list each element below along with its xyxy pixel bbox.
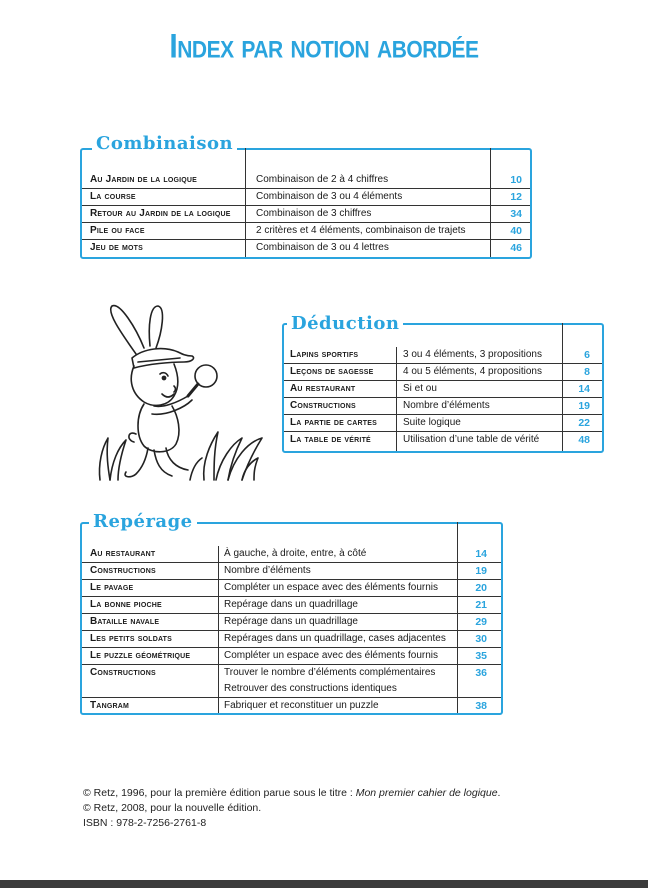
row-page: 34 — [510, 208, 522, 220]
table-row — [82, 648, 501, 665]
row-notion: Bataille navale — [90, 616, 160, 627]
bottom-bar — [0, 880, 648, 888]
row-page: 14 — [578, 383, 590, 395]
isbn: ISBN : 978-2-7256-2761-8 — [83, 817, 207, 829]
row-notion: Retour au Jardin de la logique — [90, 208, 231, 219]
row-description: Combinaison de 3 ou 4 éléments — [256, 191, 403, 202]
row-description: 2 critères et 4 éléments, combinaison de trajets — [256, 225, 466, 236]
row-notion: Au Jardin de la logique — [90, 174, 198, 185]
table-reperage — [82, 546, 501, 714]
table-row — [82, 223, 530, 240]
table-row — [284, 415, 602, 432]
row-page: 19 — [578, 400, 590, 412]
row-description-line2: Retrouver des constructions identiques — [224, 683, 397, 694]
table-row — [284, 432, 602, 448]
row-notion: Au restaurant — [90, 548, 156, 559]
page-title: Index par notion abordée — [169, 27, 479, 66]
row-page: 14 — [475, 548, 487, 560]
row-description: Compléter un espace avec des éléments fournis — [224, 650, 439, 661]
row-description: À gauche, à droite, entre, à côté — [224, 548, 367, 559]
table-row — [82, 563, 501, 580]
row-description: 4 ou 5 éléments, 4 propositions — [403, 366, 542, 377]
table-row — [82, 172, 530, 189]
copyright-text: © Retz, 1996, pour la première édition parue sous le titre : — [83, 787, 356, 799]
table-row — [82, 698, 501, 714]
table-row — [284, 398, 602, 415]
row-page: 40 — [510, 225, 522, 237]
table-row — [82, 580, 501, 597]
row-notion: Lapins sportifs — [290, 349, 359, 360]
original-title: Mon premier cahier de logique — [355, 787, 498, 799]
row-page: 30 — [475, 633, 487, 645]
table-row — [284, 381, 602, 398]
row-notion: Le pavage — [90, 582, 134, 593]
row-description: Si et ou — [403, 383, 437, 394]
section-title-deduction: Déduction — [287, 313, 403, 334]
table-deduction — [284, 347, 602, 448]
table-row — [284, 364, 602, 381]
row-description: Combinaison de 3 ou 4 lettres — [256, 242, 389, 253]
row-page: 8 — [584, 366, 590, 378]
row-page: 6 — [584, 349, 590, 361]
row-description: Repérage dans un quadrillage — [224, 599, 358, 610]
row-description: Repérages dans un quadrillage, cases adjacentes — [224, 633, 446, 644]
table-row — [82, 189, 530, 206]
row-notion: La partie de cartes — [290, 417, 377, 428]
row-description: Repérage dans un quadrillage — [224, 616, 358, 627]
table-row — [82, 206, 530, 223]
row-description: Combinaison de 3 chiffres — [256, 208, 372, 219]
copyright-line-1 — [83, 786, 500, 801]
row-notion: Au restaurant — [290, 383, 356, 394]
row-notion: Jeu de mots — [90, 242, 143, 253]
row-page: 36 — [475, 667, 487, 679]
table-combinaison — [82, 172, 530, 256]
row-description: Combinaison de 2 à 4 chiffres — [256, 174, 389, 185]
row-page: 35 — [475, 650, 487, 662]
row-page: 20 — [475, 582, 487, 594]
row-notion: Le puzzle géométrique — [90, 650, 191, 661]
row-description: Nombre d’éléments — [224, 565, 311, 576]
table-row — [82, 631, 501, 648]
rabbit-detective-illustration — [92, 298, 270, 488]
row-description: Fabriquer et reconstituer un puzzle — [224, 700, 379, 711]
table-row — [82, 597, 501, 614]
copyright-block — [83, 786, 500, 831]
row-notion: Pile ou face — [90, 225, 145, 236]
row-description: 3 ou 4 éléments, 3 propositions — [403, 349, 542, 360]
table-row — [82, 240, 530, 256]
row-description: Utilisation d’une table de vérité — [403, 434, 540, 445]
copyright-line-2: © Retz, 2008, pour la nouvelle édition. — [83, 802, 262, 814]
row-description: Compléter un espace avec des éléments fournis — [224, 582, 439, 593]
row-page: 22 — [578, 417, 590, 429]
row-page: 38 — [475, 700, 487, 712]
row-notion: Tangram — [90, 700, 130, 711]
copyright-text: . — [497, 787, 501, 799]
row-notion: La course — [90, 191, 136, 202]
row-description: Nombre d’éléments — [403, 400, 490, 411]
row-notion: Leçons de sagesse — [290, 366, 374, 377]
table-row — [284, 347, 602, 364]
row-notion: La table de vérité — [290, 434, 371, 445]
row-page: 29 — [475, 616, 487, 628]
row-notion: Constructions — [290, 400, 356, 411]
row-notion: Les petits soldats — [90, 633, 173, 644]
row-description: Suite logique — [403, 417, 461, 428]
row-page: 12 — [510, 191, 522, 203]
table-row — [82, 614, 501, 631]
row-page: 46 — [510, 242, 522, 254]
row-notion: La bonne pioche — [90, 599, 162, 610]
table-row — [82, 546, 501, 563]
section-title-combinaison: Combinaison — [92, 133, 237, 154]
row-page: 10 — [510, 174, 522, 186]
section-title-reperage: Repérage — [89, 511, 197, 532]
row-page: 21 — [475, 599, 487, 611]
row-notion: Constructions — [90, 667, 156, 678]
row-description: Trouver le nombre d’éléments complémentaires — [224, 667, 436, 678]
row-notion: Constructions — [90, 565, 156, 576]
row-page: 48 — [578, 434, 590, 446]
table-row — [82, 665, 501, 698]
row-page: 19 — [475, 565, 487, 577]
